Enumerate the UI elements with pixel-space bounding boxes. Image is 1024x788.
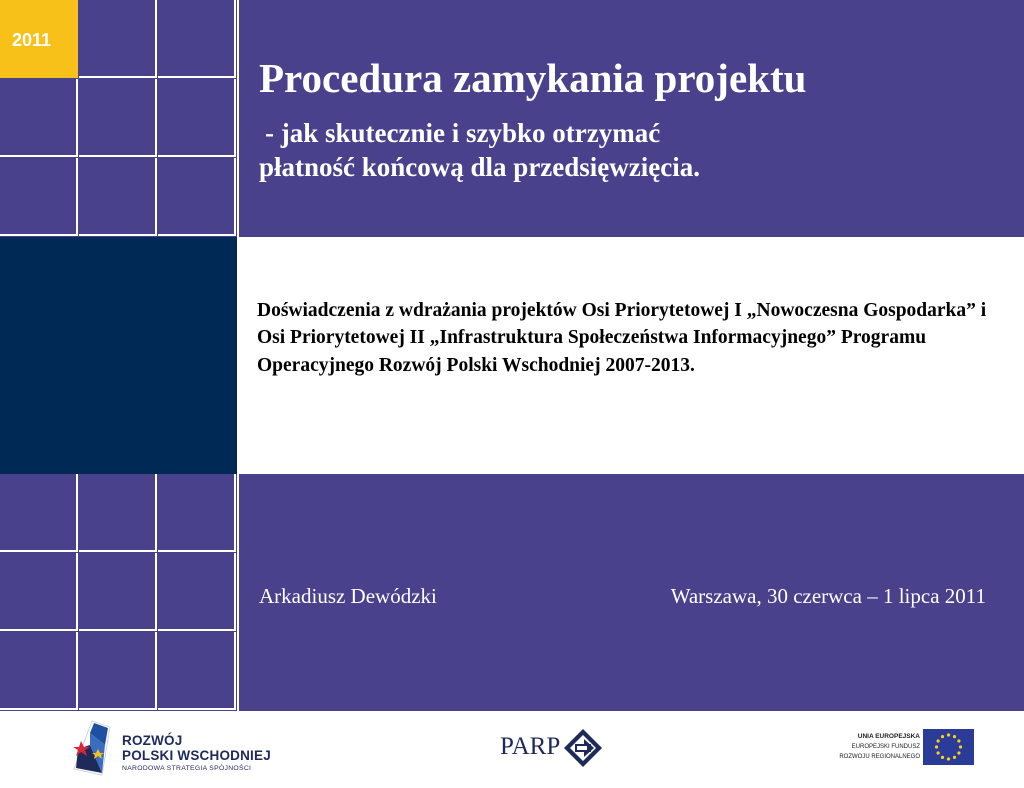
subtitle-line-1: - jak skutecznie i szybko otrzymać xyxy=(265,118,661,148)
navy-block xyxy=(0,237,237,474)
eu-logo-line-2: EUROPEJSKI FUNDUSZ xyxy=(851,744,920,750)
grid-cell xyxy=(0,632,78,710)
rpw-logo xyxy=(72,719,272,781)
rpw-logo-line-3: NARODOWA STRATEGIA SPÓJNOŚCI xyxy=(122,765,252,772)
author-name: Arkadiusz Dewódzki xyxy=(259,584,437,608)
eu-flag-icon xyxy=(923,729,974,765)
grid-cell xyxy=(158,553,236,631)
grid-cell xyxy=(158,158,236,236)
year-badge: 2011 xyxy=(0,0,78,78)
grid-cell xyxy=(0,553,78,631)
left-grid-bottom xyxy=(0,474,237,711)
author-panel xyxy=(237,474,1024,711)
grid-cell xyxy=(158,79,236,157)
description-panel xyxy=(237,237,1024,474)
eu-logo xyxy=(800,729,980,771)
description-text: Doświadczenia z wdrażania projektów Osi Priorytetowej I „Nowoczesna Gospodarka” i Osi Priorytetowej II „Infrastruktura Społeczeństwa Informacyjnego” Programu Operacyjnego Rozwój Polski Wschodniej 2007-2013. xyxy=(257,300,987,376)
grid-cell xyxy=(0,79,78,157)
event-place-date: Warszawa, 30 czerwca – 1 lipca 2011 xyxy=(670,584,986,608)
grid-cell xyxy=(0,474,78,552)
grid-cell xyxy=(79,553,157,631)
parp-logo-icon xyxy=(564,729,602,767)
rpw-logo-icon xyxy=(72,719,112,777)
grid-cell xyxy=(79,79,157,157)
eu-logo-line-3: ROZWOJU REGIONALNEGO xyxy=(839,754,920,760)
subtitle-line-2: płatność końcową dla przedsięwzięcia. xyxy=(259,152,700,183)
parp-logo xyxy=(500,729,610,769)
rpw-logo-text xyxy=(122,733,271,775)
rpw-logo-line-2: POLSKI WSCHODNIEJ xyxy=(122,748,271,763)
eu-logo-line-1: UNIA EUROPEJSKA xyxy=(857,733,920,740)
grid-cell xyxy=(79,474,157,552)
grid-cell xyxy=(79,632,157,710)
slide-subtitle xyxy=(259,116,700,185)
eu-logo-text xyxy=(800,732,920,762)
grid-cell xyxy=(158,632,236,710)
rpw-logo-line-1: ROZWÓJ xyxy=(122,733,183,748)
footer-logos xyxy=(0,711,1024,788)
grid-cell xyxy=(79,0,157,78)
grid-cell xyxy=(158,474,236,552)
grid-cell xyxy=(79,158,157,236)
parp-logo-text: PARP xyxy=(500,733,561,760)
title-panel xyxy=(237,0,1024,237)
slide-title: Procedura zamykania projektu xyxy=(259,55,807,101)
grid-cell xyxy=(158,0,236,78)
grid-cell xyxy=(0,158,78,236)
